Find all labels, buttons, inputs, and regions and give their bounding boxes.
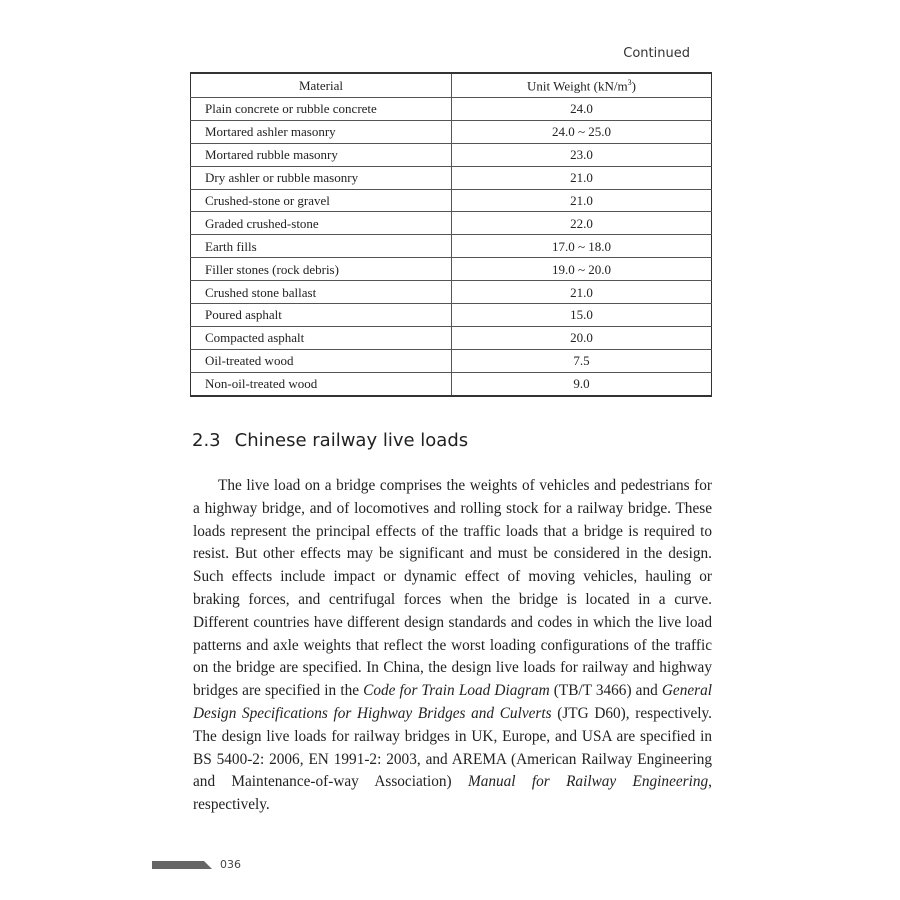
section-number: 2.3 [192,430,221,451]
section-heading [192,430,468,451]
weight-cell: 22.0 [452,212,712,235]
weight-cell: 23.0 [452,143,712,166]
section-title: Chinese railway live loads [234,430,469,451]
table-row [191,120,712,143]
code-title-highway: General Design Specifications for Highway Bridges and Culverts [193,682,713,722]
material-cell: Compacted asphalt [191,326,452,349]
weight-cell: 9.0 [452,372,712,395]
weight-cell: 20.0 [452,326,712,349]
weight-cell: 21.0 [452,189,712,212]
table-row [191,281,712,304]
material-cell: Mortared rubble masonry [191,143,452,166]
weight-cell: 21.0 [452,166,712,189]
paragraph-text-4: , respectively. [193,773,712,814]
table-row [191,372,712,395]
footer-decoration [152,861,212,869]
unit-weight-suffix: ) [631,78,636,94]
table-row [191,212,712,235]
table-row [191,326,712,349]
weight-cell: 17.0 ~ 18.0 [452,235,712,258]
table-row [191,304,712,327]
table-row [191,98,712,121]
unit-weight-prefix: Unit Weight (kN/m [527,78,628,94]
material-cell: Crushed-stone or gravel [191,189,452,212]
weight-cell: 7.5 [452,349,712,372]
table-row [191,189,712,212]
page-footer [152,858,241,871]
material-cell: Oil-treated wood [191,349,452,372]
manual-title: Manual for Railway Engineering [467,773,709,791]
code-title-train-load: Code for Train Load Diagram [363,682,550,700]
unit-exponent: 3 [627,77,632,87]
body-paragraph [193,475,712,817]
material-cell: Non-oil-treated wood [191,372,452,395]
table-row [191,349,712,372]
paragraph-text-2: (TB/T 3466) and [549,682,662,700]
header-unit-weight [452,73,712,98]
weight-cell: 21.0 [452,281,712,304]
material-cell: Crushed stone ballast [191,281,452,304]
header-material: Material [191,73,452,98]
material-cell: Dry ashler or rubble masonry [191,166,452,189]
material-cell: Plain concrete or rubble concrete [191,98,452,121]
continued-label: Continued [623,46,690,61]
table-header-row [191,73,712,98]
table-row [191,258,712,281]
material-cell: Mortared ashler masonry [191,120,452,143]
table-row [191,235,712,258]
weight-cell: 15.0 [452,304,712,327]
table-row [191,143,712,166]
material-cell: Poured asphalt [191,304,452,327]
material-cell: Graded crushed-stone [191,212,452,235]
material-cell: Filler stones (rock debris) [191,258,452,281]
unit-weight-table [190,72,712,397]
weight-cell: 24.0 ~ 25.0 [452,120,712,143]
material-cell: Earth fills [191,235,452,258]
page-number: 036 [220,858,241,871]
weight-cell: 24.0 [452,98,712,121]
paragraph-text-3: (JTG D60), respectively. The design live loads for railway bridges in UK, Europe, and USA are specified in BS 5400-2: 2006, EN 1991-2: 2003, and AREMA (American Railway Engineering and Maintenance-of-way Association) [193,704,712,791]
table-row [191,166,712,189]
weight-cell: 19.0 ~ 20.0 [452,258,712,281]
paragraph-text-1: The live load on a bridge comprises the weights of vehicles and pedestrians for a highway bridge, and of locomotives and rolling stock for a railway bridge. These loads represent the principal effects of the traffic loads that a bridge is required to resist. But other effects may be significant and must be considered in the design. Such effects include impact or dynamic effect of moving vehicles, hauling or braking forces, and centrifugal forces when the bridge is located in a curve. Different countries have different design standards and codes in which the live load patterns and axle weights that reflect the worst loading configurations of the traffic on the bridge are specified. In China, the design live loads for railway and highway bridges are specified in the [193,477,712,700]
